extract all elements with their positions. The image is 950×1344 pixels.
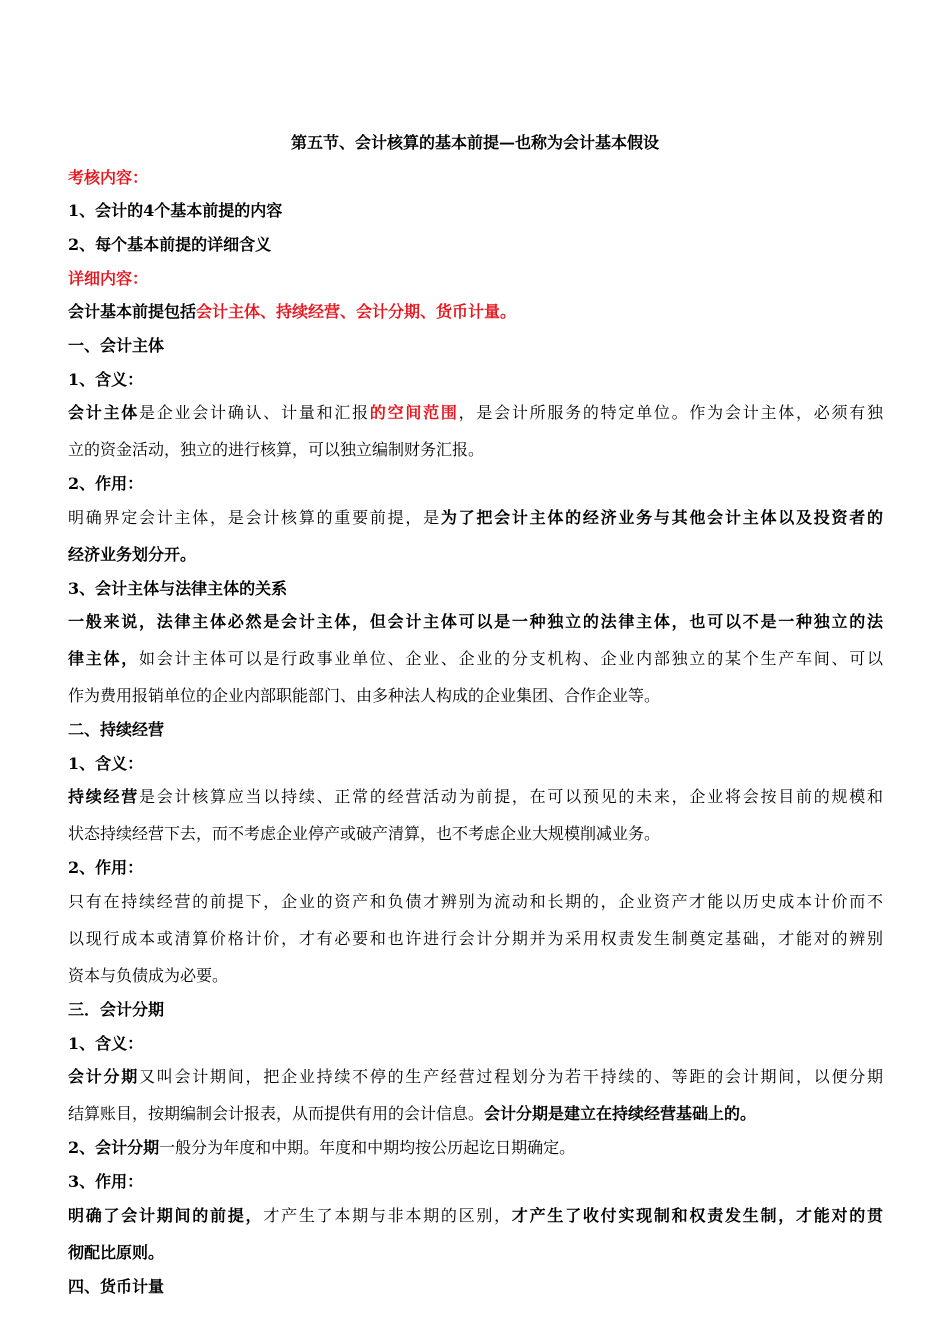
s1-relation-label: 3、会计主体与法律主体的关系 [68,579,288,598]
s3-p2-text: 一般分为年度和中期。年度和中期均按公历起讫日期确定。 [159,1138,576,1157]
s2-meaning-line-2: 状态持续经营下去，而不考虑企业停产或破产清算，也不考虑企业大规模削减业务。 [68,824,661,843]
s1-role-text-1: 明确界定会计主体，是会计核算的重要前提，是 [68,508,441,527]
s1-relation-line-3: 作为费用报销单位的企业内部职能部门、由多种法人构成的企业集团、合作企业等。 [68,686,661,705]
s3-role-bold-2: 才产生了收付实现制和权责发生制，才能对的贯 [511,1206,883,1225]
s1-meaning-line-2: 立的资金活动，独立的进行核算，可以独立编制财务汇报。 [68,440,485,459]
section-1-heading: 一、会计主体 [68,336,165,355]
s1-role-line-2: 经济业务划分开。 [68,545,197,564]
s2-meaning-label: 1、含义： [68,754,144,773]
intro-lead: 会计基本前提包括 [68,302,197,321]
s1-meaning-term: 会计主体 [68,403,140,422]
section-3-heading: 三．会计分期 [68,1000,165,1019]
detail-heading: 详细内容： [68,269,149,288]
s2-role-line-3: 资本与负债成为必要。 [68,966,229,985]
intro-list: 会计主体、持续经营、会计分期、货币计量。 [196,302,517,321]
s3-meaning-line-1 [68,1067,883,1087]
s1-role-bold-1: 为了把会计主体的经济业务与其他会计主体以及投资者的 [440,508,883,527]
s3-meaning-term: 会计分期 [68,1067,140,1086]
page-title: 第五节、会计核算的基本前提—也称为会计基本假设 [290,133,659,152]
s3-meaning-bold-2: 会计分期是建立在持续经营基础上的。 [484,1104,757,1123]
s3-role-label: 3、作用： [68,1172,144,1191]
s3-role-bold-1: 明确了会计期间的前提， [68,1206,264,1225]
s1-relation-bold-2: 律主体， [68,649,140,668]
s1-role-label: 2、作用： [68,474,144,493]
s1-meaning-text-2: ，是会计所服务的特定单位。作为会计主体，必须有独 [458,403,883,422]
s2-role-line-1: 只有在持续经营的前提下，企业的资产和负债才辨别为流动和长期的，企业资产才能以历史成本计价而不 [68,892,883,911]
s1-role-line-1 [68,508,883,528]
s1-meaning-label: 1、含义： [68,370,144,389]
section-2-heading: 二、持续经营 [68,720,165,739]
s3-meaning-line-2 [68,1104,883,1124]
s3-meaning-label: 1、含义： [68,1034,144,1053]
s3-p2-term: 2、会计分期 [68,1138,160,1157]
s2-meaning-text-1: 是会计核算应当以持续、正常的经营活动为前提，在可以预见的未来，企业将会按目前的规模和 [139,787,883,806]
kaohe-item-1: 1、会计的4个基本前提的内容 [68,201,283,220]
s1-meaning-line-1 [68,403,883,423]
s3-paragraph-2 [68,1138,883,1158]
s3-role-text-1: 才产生了本期与非本期的区别， [263,1206,512,1225]
s3-role-line-1 [68,1206,883,1226]
s1-relation-text-2: 如会计主体可以是行政事业单位、企业、企业的分支机构、企业内部独立的某个生产车间、可以 [139,649,883,668]
intro-paragraph [68,302,883,322]
s2-meaning-term: 持续经营 [68,787,140,806]
s2-role-label: 2、作用： [68,858,144,877]
s3-meaning-text-1: 又叫会计期间，把企业持续不停的生产经营过程划分为若干持续的、等距的会计期间，以便分期 [139,1067,883,1086]
s1-meaning-red: 的空间范围 [369,403,459,422]
s3-meaning-text-2: 结算账目，按期编制会计报表，从而提供有用的会计信息。 [68,1104,485,1123]
section-4-heading: 四、货币计量 [68,1277,165,1296]
s1-relation-line-2 [68,649,883,669]
s2-meaning-line-1 [68,787,883,807]
s1-meaning-text-1: 是企业会计确认、计量和汇报 [139,403,370,422]
kaohe-heading: 考核内容： [68,168,149,187]
s2-role-line-2: 以现行成本或清算价格计价，才有必要和也许进行会计分期并为采用权责发生制奠定基础，才能对的辨别 [68,929,883,948]
s3-role-line-2: 彻配比原则。 [68,1243,165,1262]
s1-relation-line-1: 一般来说，法律主体必然是会计主体，但会计主体可以是一种独立的法律主体，也可以不是一种独立的法 [68,612,883,631]
kaohe-item-2: 2、每个基本前提的详细含义 [68,235,272,254]
